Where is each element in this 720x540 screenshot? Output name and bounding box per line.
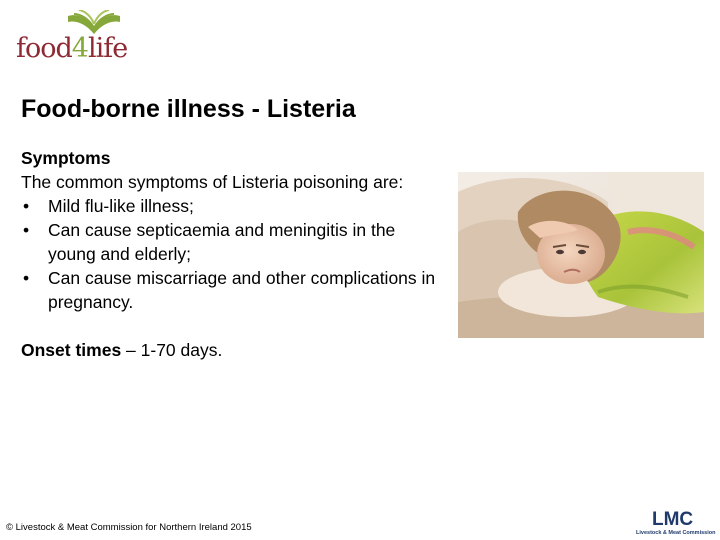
onset-value: – 1-70 days. (121, 340, 223, 360)
list-item-text: Mild flu-like illness; (48, 196, 194, 216)
list-item (21, 218, 441, 266)
bullet-marker: • (23, 196, 30, 216)
sick-child-photo (458, 172, 704, 338)
food4life-logo (16, 10, 141, 62)
logo-four: 4 (71, 33, 88, 64)
symptoms-intro: The common symptoms of Listeria poisoning are: (21, 172, 404, 192)
bullet-marker: • (23, 268, 30, 288)
list-item-text: Can cause miscarriage and other complications in pregnancy. (48, 268, 436, 312)
list-item (21, 194, 441, 218)
lmc-subtitle: Livestock & Meat Commission (636, 530, 716, 536)
symptoms-list (21, 194, 441, 314)
lmc-wordmark: LMC (652, 509, 694, 530)
logo-wordmark (16, 34, 127, 64)
logo-food: food (16, 33, 72, 64)
slide-title: Food-borne illness - Listeria (21, 95, 356, 123)
symptoms-heading: Symptoms (21, 148, 111, 168)
onset-label: Onset times (21, 340, 122, 360)
list-item (21, 266, 441, 314)
onset-times (21, 338, 441, 362)
copyright-footer: © Livestock & Meat Commission for Northern Ireland 2015 (6, 522, 252, 533)
slide-body (21, 146, 441, 362)
bullet-marker: • (23, 220, 30, 240)
logo-life: life (87, 33, 128, 64)
list-item-text: Can cause septicaemia and meningitis in the young and elderly; (48, 220, 396, 264)
lmc-logo (636, 510, 716, 538)
